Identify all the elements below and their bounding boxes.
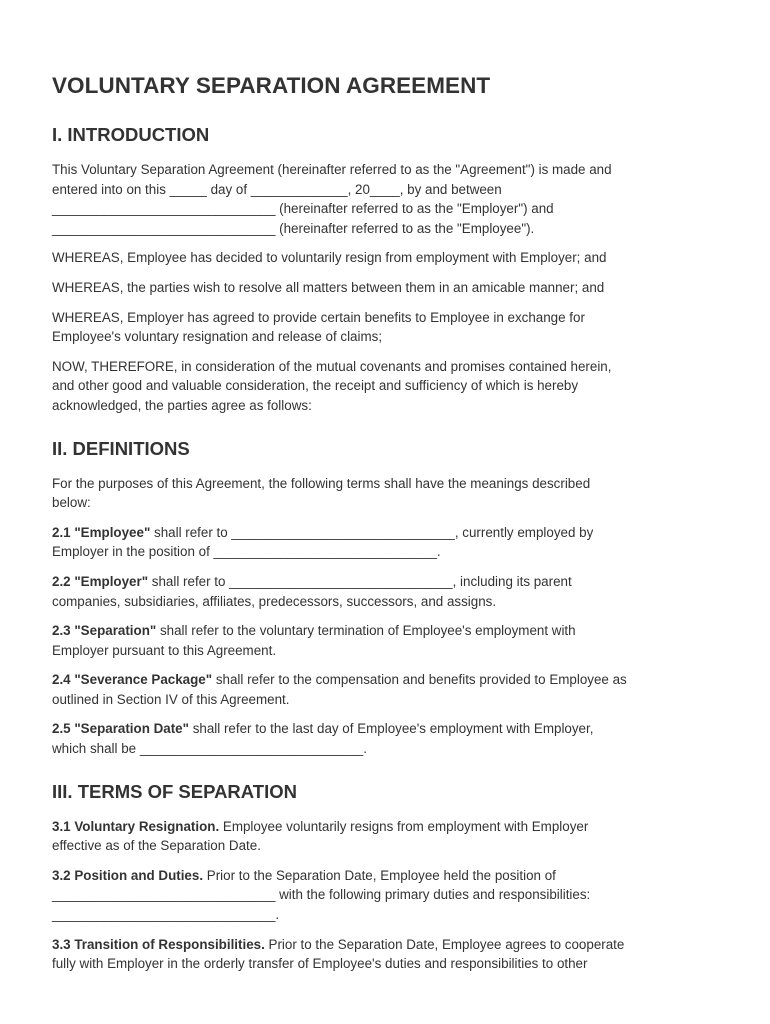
section-heading-introduction: I. INTRODUCTION [52, 124, 210, 145]
terms-text: Prior to the Separation Date, Employee held the position of ______________________________ with the following primary duties and responsibilities: ______________________________. [52, 867, 591, 923]
terms-item [52, 817, 732, 856]
whereas-benefits-paragraph: WHEREAS, Employer has agreed to provide certain benefits to Employee in exchange for Employee's voluntary resignation and release of claims; [52, 309, 585, 345]
definition-text: shall refer to the compensation and benefits provided to Employee as outlined in Section IV of this Agreement. [52, 672, 627, 707]
definition-text: shall refer to the last day of Employee's employment with Employer, which shall be ______________________________. [52, 721, 594, 757]
terms-term: 3.1 Voluntary Resignation. [52, 818, 220, 834]
whereas-resolve-paragraph: WHEREAS, the parties wish to resolve all matters between them in an amicable manner; and [52, 279, 605, 295]
definition-text: shall refer to ______________________________, currently employed by Employer in the position of ______________________________. [52, 524, 594, 560]
section-heading-terms-of-separation: III. TERMS OF SEPARATION [52, 780, 297, 802]
definition-item [52, 572, 732, 611]
intro-paragraph-parties: This Voluntary Separation Agreement (hereinafter referred to as the "Agreement") is made and entered into on this _____ day of _____________, 20____, by and between ______________________________ (hereinafter referred to as the "Employer") and ______________________________ (hereinafter referred to as the "Employee"). [52, 162, 612, 236]
definition-item [52, 523, 732, 562]
now-therefore-paragraph: NOW, THEREFORE, in consideration of the mutual covenants and promises contained herein, and other good and valuable consideration, the receipt and sufficiency of which is hereby acknowledged, the parties agree as follows: [52, 358, 612, 413]
definition-term: 2.5 "Separation Date" [52, 721, 189, 737]
definition-item [52, 670, 732, 709]
whereas-resign-paragraph: WHEREAS, Employee has decided to voluntarily resign from employment with Employer; and [52, 250, 607, 266]
terms-item [52, 935, 732, 974]
definition-term: 2.4 "Severance Package" [52, 672, 213, 688]
definition-text: shall refer to the voluntary termination of Employee's employment with Employer pursuant to this Agreement. [52, 623, 576, 658]
definition-term: 2.1 "Employee" [52, 524, 151, 540]
definition-text: shall refer to ______________________________, including its parent companies, subsidiaries, affiliates, predecessors, successors, and assigns. [52, 573, 572, 609]
section-heading-definitions: II. DEFINITIONS [52, 437, 190, 459]
terms-term: 3.3 Transition of Responsibilities. [52, 936, 265, 952]
terms-text: Employee voluntarily resigns from employment with Employer effective as of the Separation Date. [52, 818, 589, 854]
terms-text: Prior to the Separation Date, Employee agrees to cooperate fully with Employer in the orderly transfer of Employee's duties and responsibilities to other [52, 936, 625, 972]
document-title: VOLUNTARY SEPARATION AGREEMENT [52, 73, 491, 98]
definition-item [52, 621, 732, 660]
definition-term: 2.2 "Employer" [52, 573, 149, 589]
definitions-intro: For the purposes of this Agreement, the following terms shall have the meanings described below: [52, 475, 591, 511]
document-page [52, 70, 732, 974]
definition-term: 2.3 "Separation" [52, 623, 157, 639]
terms-item [52, 866, 732, 925]
terms-term: 3.2 Position and Duties. [52, 867, 204, 883]
definition-item [52, 719, 732, 758]
